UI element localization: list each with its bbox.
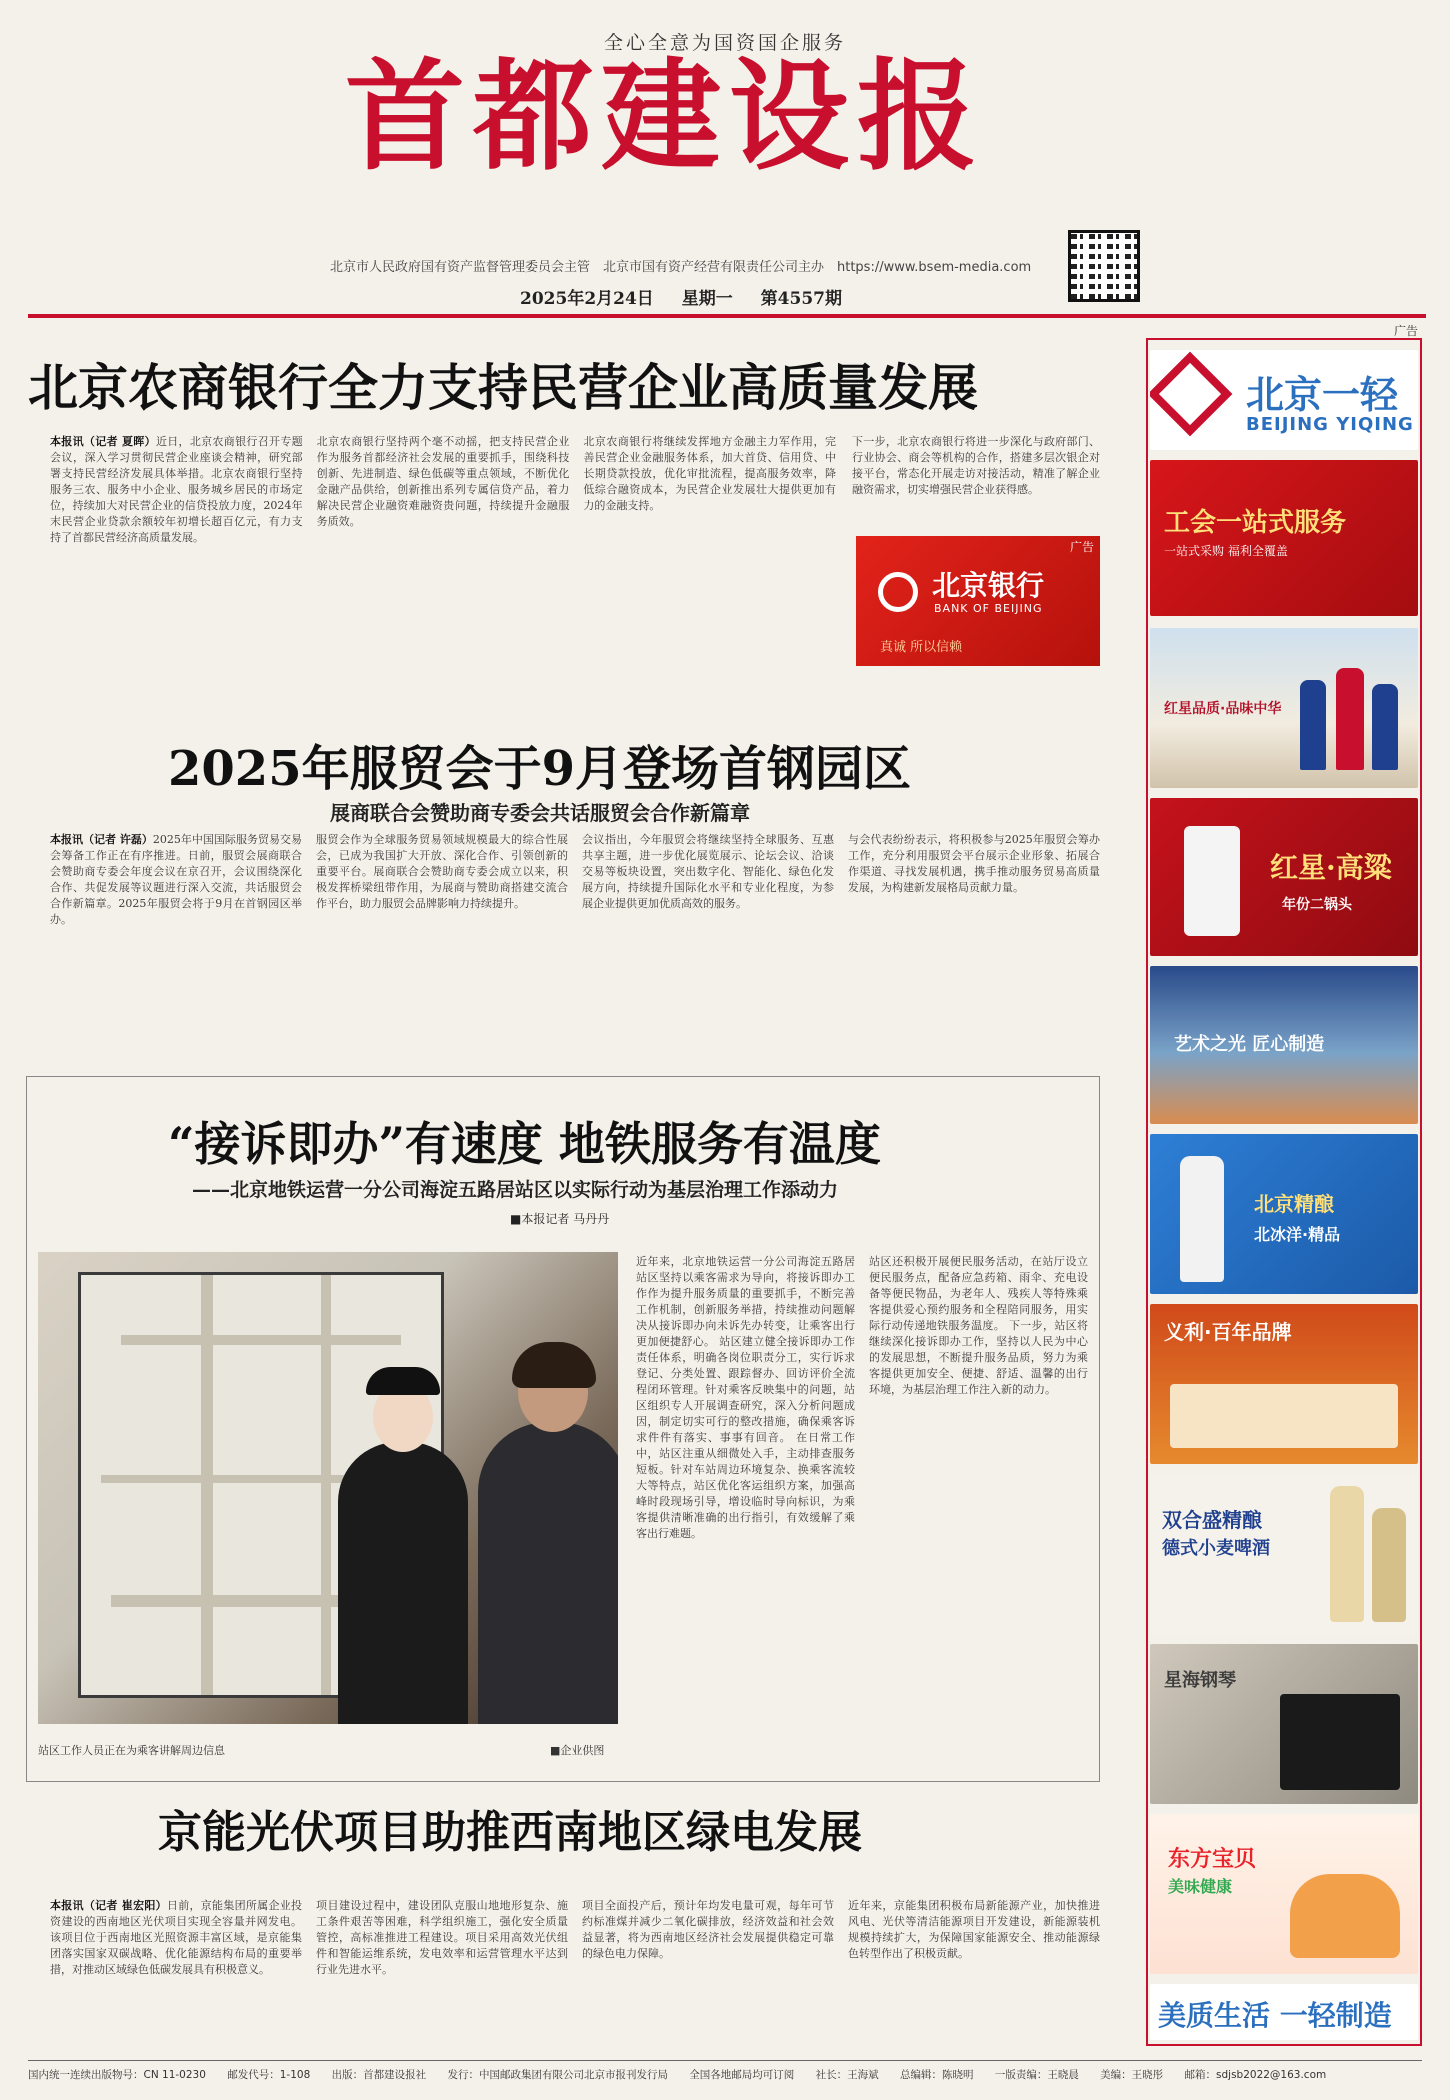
article-1-lead: 本报讯（记者 夏晖） <box>50 435 156 448</box>
article-2-subhead: 展商联合会赞助商专委会共话服贸会合作新篇章 <box>330 801 750 825</box>
issue-date: 2025年2月24日 <box>520 289 654 309</box>
article-4-headline: 京能光伏项目助推西南地区绿电发展 <box>158 1807 862 1858</box>
article-3-col: 近年来，北京地铁运营一分公司海淀五路居站区坚持以乘客需求为导向，将接诉即办工作作为提升服务质量的重要抓手，不断完善工作机制，创新服务举措，持续推动问题解决从接诉即办向未诉先办转变，让乘客出行更加便捷舒心。 站区建立健全接诉即办工作责任体系，明确各岗位职责分工，实行诉求登记、分类处置、跟踪督办、回访评价全流程闭环管理。针对乘客反映集中的问题，站区组织专人开展调查研究，深入分析问题成因，制定切实可行的整改措施，确保乘客诉求件件有落实、事事有回音。 在日常工作中，站区注重从细微处入手，主动排查服务短板。针对车站周边环境复杂、换乘客流较大等特点，站区优化客运组织方案，加强高峰时段现场引导，增设临时导向标识，为乘客提供清晰准确的出行指引，有效缓解了乘客出行难题。 <box>636 1255 855 1540</box>
liquor-ad[interactable] <box>1150 628 1418 788</box>
union-sub: 一站式采购 福利全覆盖 <box>1164 544 1288 558</box>
bank-name: 北京银行 <box>932 569 1045 602</box>
article-2-col: 会议指出，今年服贸会将继续坚持全球服务、互惠共享主题，进一步优化展览展示、论坛会议、洽谈交易等板块设置，突出数字化、智能化、绿色化发展方向，持续提升国际化水平和专业化程度，为参展企业提供更加优质高效的服务。 <box>582 833 834 910</box>
article-2-col: 本报讯（记者 许磊）2025年中国国际服务贸易交易会筹备工作正在有序推进。日前，服贸会展商联合会赞助商专委会年度会议在京召开，会议围绕深化合作、共促发展等议题进行深入交流，共话服贸会合作新篇章。2025年服贸会将于9月在首钢园区举办。 <box>50 833 302 926</box>
brand-name: 北京一轻 <box>1246 373 1399 417</box>
article-1-col: 下一步，北京农商银行将进一步深化与政府部门、行业协会、商会等机构的合作，搭建多层次银企对接平台，常态化开展走访对接活动，精准了解企业融资需求，切实增强民营企业获得感。 <box>852 435 1100 496</box>
article-4-lead: 本报讯（记者 崔宏阳） <box>50 1899 167 1912</box>
footer-info: 国内统一连续出版物号：CN 11-0230 邮发代号：1-108 出版：首都建设报社 发行：中国邮政集团有限公司北京市报刊发行局 全国各地邮局均可订阅 社长：王海斌 总编辑：陈晓明 一版责编：王晓晨 美编：王晓彤 邮箱：sdjsb2022@163.com <box>28 2060 1422 2082</box>
ad-label: 广告 <box>1069 540 1094 554</box>
craft-beer-sub: 德式小麦啤酒 <box>1162 1538 1270 1559</box>
yiqing-logo-icon <box>1150 352 1232 437</box>
article-4-col: 近年来，京能集团积极布局新能源产业，加快推进风电、光伏等清洁能源项目开发建设，新能源装机规模持续扩大，为保障国家能源安全、推动能源绿色转型作出了积极贡献。 <box>848 1899 1100 1960</box>
snack-ad[interactable] <box>1150 1814 1418 1974</box>
header-rule <box>28 314 1426 318</box>
piano-ad[interactable] <box>1150 1644 1418 1804</box>
ad-tag: 广告 <box>1394 324 1419 338</box>
hongxing-ad[interactable] <box>1150 798 1418 956</box>
article-2-lead: 本报讯（记者 许磊） <box>50 833 153 846</box>
piano-icon <box>1280 1694 1400 1790</box>
article-1-col: 本报讯（记者 夏晖）近日，北京农商银行召开专题会议，深入学习贯彻民营企业座谈会精神，研究部署支持民营经济发展具体举措。北京农商银行坚持服务三农、服务中小企业、服务城乡居民的市场定位，持续加大对民营企业的信贷投放力度，2024年末民营企业贷款余额较年初增长超百亿元，有力支持了首都民营经济高质量发展。 <box>50 435 303 544</box>
beer-ad[interactable] <box>1150 1134 1418 1294</box>
hongxing-sub: 年份二锅头 <box>1282 897 1352 913</box>
article-1-col: 北京农商银行坚持两个毫不动摇，把支持民营企业作为服务首都经济社会发展的重要抓手，围绕科技创新、先进制造、绿色低碳等重点领域，不断优化金融产品供给，创新推出系列专属信贷产品，着力解决民营企业融资难融资贵问题，持续提升金融服务质效。 <box>316 435 570 528</box>
hongxing-title: 红星·高粱 <box>1270 851 1392 884</box>
bank-logo-icon <box>878 572 918 612</box>
craft-beer-title: 双合盛精酿 <box>1162 1508 1262 1532</box>
article-4-col: 项目建设过程中，建设团队克服山地地形复杂、施工条件艰苦等困难，科学组织施工，强化安全质量管控，高标准推进工程建设。项目采用高效光伏组件和智能运维系统，发电效率和运营管理水平达到行业先进水平。 <box>316 1899 568 1976</box>
article-1-col: 北京农商银行将继续发挥地方金融主力军作用，完善民营企业金融服务体系，加大首贷、信用贷、中长期贷款投放，优化审批流程，提高服务效率，降低综合融资成本，为民营企业发展壮大提供更加有力的金融支持。 <box>583 435 837 512</box>
article-3-photo <box>38 1252 618 1724</box>
issue-number: 第4557期 <box>760 289 842 309</box>
beer-title: 北冰洋·精品 <box>1254 1225 1341 1244</box>
article-3-subhead: ——北京地铁运营一分公司海淀五路居站区以实际行动为基层治理工作添动力 <box>192 1179 839 1201</box>
union-service-ad[interactable] <box>1150 460 1418 616</box>
article-3-body <box>636 1254 1088 1762</box>
scenery-ad[interactable] <box>1150 966 1418 1124</box>
passenger-figure <box>478 1422 618 1724</box>
sponsor-line: 北京市人民政府国有资产监督管理委员会主管 北京市国有资产经营有限责任公司主办 https://www.bsem-media.com <box>330 260 1032 275</box>
food-ad[interactable] <box>1150 1304 1418 1464</box>
beer-top: 北京精酿 <box>1254 1192 1334 1216</box>
photo-caption: 站区工作人员正在为乘客讲解周边信息 <box>38 1744 225 1757</box>
masthead-title: 首都建设报 <box>345 48 985 187</box>
liquor-slogan: 红星品质·品味中华 <box>1164 701 1282 717</box>
bottom-slogan: 美质生活 一轻制造 <box>1158 1999 1392 2032</box>
article-3-col: 站区还积极开展便民服务活动，在站厅设立便民服务点，配备应急药箱、雨伞、充电设备等便民物品，为老年人、残疾人等特殊乘客提供爱心预约服务和全程陪同服务，用实际行动传递地铁服务温度。 下一步，站区将继续深化接诉即办工作，坚持以人民为中心的发展思想，不断提升服务品质，努力为乘客提供更加安全、便捷、舒适、温馨的出行环境，为基层治理工作注入新的动力。 <box>869 1255 1088 1396</box>
photo-credit: ■企业供图 <box>550 1744 605 1757</box>
qr-code-icon <box>1068 230 1140 302</box>
food-title: 义利·百年品牌 <box>1164 1320 1292 1344</box>
bottom-slogan-ad[interactable] <box>1150 1984 1418 2040</box>
article-2-body <box>50 832 1100 1028</box>
article-1-headline: 北京农商银行全力支持民营企业高质量发展 <box>28 358 978 417</box>
article-1-body <box>50 434 836 680</box>
bank-slogan: 真诚 所以信赖 <box>880 640 963 655</box>
bottle-icon <box>1184 826 1240 936</box>
bank-of-beijing-ad[interactable] <box>856 536 1100 666</box>
snack-sub: 美味健康 <box>1168 1877 1233 1896</box>
bank-name-en: BANK OF BEIJING <box>934 602 1043 615</box>
article-4-col: 本报讯（记者 崔宏阳）日前，京能集团所属企业投资建设的西南地区光伏项目实现全容量并网发电。该项目位于西南地区光照资源丰富区域，是京能集团落实国家双碳战略、优化能源结构布局的重要举措，对推动区域绿色低碳发展具有积极意义。 <box>50 1899 302 1976</box>
snack-title: 东方宝贝 <box>1168 1847 1257 1872</box>
craft-beer-ad[interactable] <box>1150 1474 1418 1634</box>
article-3-byline: ■本报记者 马丹丹 <box>510 1212 610 1226</box>
article-3-headline: “接诉即办”有速度 地铁服务有温度 <box>168 1117 881 1171</box>
article-2-col: 与会代表纷纷表示，将积极参与2025年服贸会筹办工作，充分利用服贸会平台展示企业形象、拓展合作渠道、寻找发展机遇，携手推动服务贸易高质量发展，为构建新发展格局贡献力量。 <box>848 833 1100 894</box>
issue-weekday: 星期一 <box>681 289 733 309</box>
brand-name-en: BEIJING YIQING <box>1246 414 1414 435</box>
yiqing-brand-ad[interactable] <box>1150 350 1418 450</box>
piano-title: 星海钢琴 <box>1164 1670 1236 1691</box>
article-2-col: 服贸会作为全球服务贸易领域规模最大的综合性展会，已成为我国扩大开放、深化合作、引领创新的重要平台。展商联合会赞助商专委会成立以来，积极发挥桥梁纽带作用，为展商与赞助商搭建交流合作平台，助力服贸会品牌影响力持续提升。 <box>316 833 568 910</box>
bottle-icon <box>1180 1156 1224 1282</box>
masthead-slogan: 全心全意为国资国企服务 <box>603 32 846 54</box>
article-4-col: 项目全面投产后，预计年均发电量可观，每年可节约标准煤并减少二氧化碳排放，经济效益和社会效益显著，将为西南地区经济社会发展提供稳定可靠的绿色电力保障。 <box>582 1899 834 1960</box>
article-4-body <box>50 1898 1100 2050</box>
union-title: 工会一站式服务 <box>1164 508 1347 538</box>
dateline <box>520 284 864 309</box>
scenery-text: 艺术之光 匠心制造 <box>1174 1034 1325 1055</box>
staff-figure <box>338 1442 468 1724</box>
article-2-headline: 2025年服贸会于9月登场首钢园区 <box>168 741 911 797</box>
